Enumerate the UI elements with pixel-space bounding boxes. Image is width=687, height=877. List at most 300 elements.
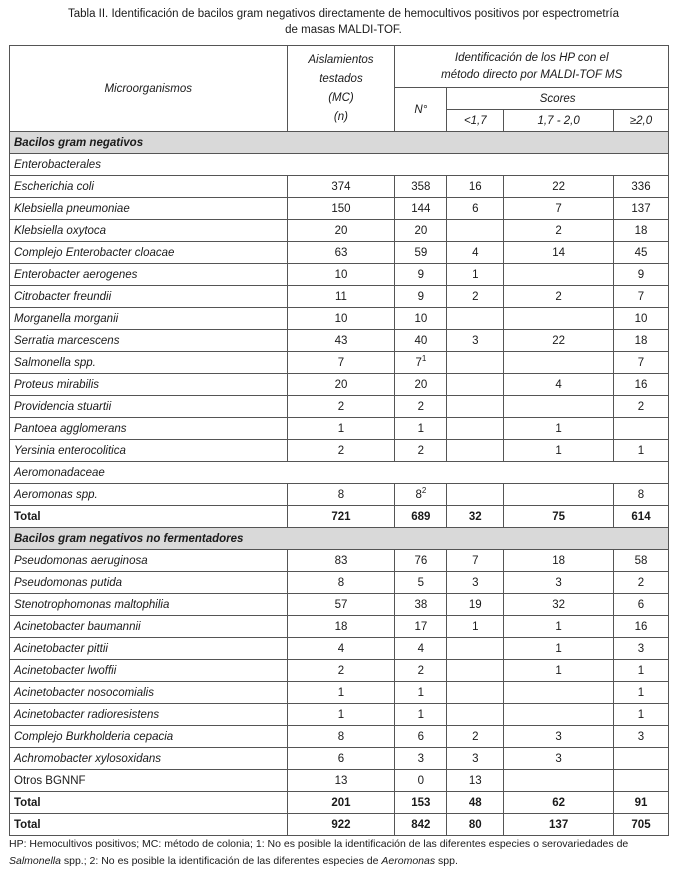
organism-name: Citrobacter freundii	[10, 286, 288, 308]
organism-name: Stenotrophomonas maltophilia	[10, 594, 288, 616]
isolates-tested	[287, 264, 395, 286]
group-header	[10, 154, 669, 176]
table-row	[10, 374, 669, 396]
score-low-value: 3	[472, 576, 479, 589]
identified-count	[395, 242, 447, 264]
score-low	[447, 220, 504, 242]
isolates-tested	[287, 594, 395, 616]
score-low	[447, 726, 504, 748]
score-low	[447, 286, 504, 308]
score-high-value: 18	[634, 334, 648, 347]
total-row	[10, 792, 669, 814]
identified-count-value: 689	[411, 510, 431, 523]
organism-name: Acinetobacter baumannii	[10, 616, 288, 638]
score-low	[447, 418, 504, 440]
identified-count	[395, 682, 447, 704]
score-low	[447, 198, 504, 220]
identified-count	[395, 330, 447, 352]
identified-count	[395, 726, 447, 748]
section-header-label: Bacilos gram negativos	[10, 132, 669, 154]
score-mid	[504, 264, 614, 286]
identified-count-value: 7	[415, 356, 422, 369]
score-mid	[504, 330, 614, 352]
score-mid	[504, 506, 614, 528]
organism-name: Klebsiella pneumoniae	[10, 198, 288, 220]
score-high	[614, 638, 669, 660]
header-score-high: ≥2,0	[614, 110, 669, 132]
table-row	[10, 484, 669, 506]
score-low-value: 7	[472, 554, 479, 567]
score-high-value: 705	[631, 818, 651, 831]
isolates-tested	[287, 440, 395, 462]
isolates-tested	[287, 484, 395, 506]
isolates-tested-value: 83	[334, 554, 348, 567]
identified-count	[395, 396, 447, 418]
score-high	[614, 792, 669, 814]
identified-count-value: 5	[417, 576, 425, 589]
score-high	[614, 308, 669, 330]
identified-count-value: 2	[417, 400, 425, 413]
table-row	[10, 638, 669, 660]
score-low-value: 1	[472, 620, 479, 633]
organism-name: Acinetobacter lwoffii	[10, 660, 288, 682]
isolates-tested-value: 1	[337, 422, 345, 435]
score-mid	[504, 220, 614, 242]
organism-name: Klebsiella oxytoca	[10, 220, 288, 242]
organism-name: Salmonella spp.	[10, 352, 288, 374]
identified-count	[395, 638, 447, 660]
score-mid	[504, 770, 614, 792]
identified-count	[395, 484, 447, 506]
table-row	[10, 352, 669, 374]
organism-name: Pseudomonas putida	[10, 572, 288, 594]
isolates-tested-value: 201	[331, 796, 351, 809]
isolates-tested-value: 1	[337, 686, 345, 699]
score-mid-value: 3	[555, 752, 562, 765]
header-aislamientos-line: testados	[319, 72, 363, 85]
organism-name: Escherichia coli	[10, 176, 288, 198]
score-mid	[504, 396, 614, 418]
score-mid-value: 1	[555, 620, 562, 633]
header-aislamientos-line: (n)	[333, 110, 348, 123]
organism-name: Complejo Burkholderia cepacia	[10, 726, 288, 748]
score-high-value: 18	[634, 224, 648, 237]
isolates-tested-value: 374	[331, 180, 351, 193]
isolates-tested-value: 2	[337, 400, 345, 413]
score-mid-value: 18	[552, 554, 566, 567]
score-high-value: 7	[637, 356, 645, 369]
identified-count-value: 144	[411, 202, 431, 215]
score-high	[614, 748, 669, 770]
score-low	[447, 506, 504, 528]
table-row	[10, 594, 669, 616]
header-aislamientos-line: Aislamientos	[308, 53, 374, 66]
isolates-tested-value: 63	[334, 246, 348, 259]
table-row	[10, 330, 669, 352]
score-mid-value: 2	[555, 290, 562, 303]
isolates-tested	[287, 814, 395, 836]
identified-count-value: 2	[417, 444, 425, 457]
footnote-italic: Aeromonas	[381, 855, 436, 867]
score-high-value: 2	[637, 576, 645, 589]
score-mid	[504, 748, 614, 770]
isolates-tested-value: 150	[331, 202, 351, 215]
organism-name: Aeromonas spp.	[10, 484, 288, 506]
score-high-value: 1	[637, 664, 645, 677]
identified-count	[395, 374, 447, 396]
score-low	[447, 242, 504, 264]
organism-name: Total	[10, 814, 288, 836]
score-low	[447, 550, 504, 572]
score-mid	[504, 572, 614, 594]
score-low-value: 1	[472, 268, 479, 281]
score-high	[614, 550, 669, 572]
score-high-value: 45	[634, 246, 648, 259]
score-high	[614, 374, 669, 396]
header-aislamientos	[287, 46, 395, 132]
organism-name: Total	[10, 792, 288, 814]
identified-count-value: 1	[417, 422, 425, 435]
score-high-value: 1	[637, 444, 645, 457]
organism-name: Morganella morganii	[10, 308, 288, 330]
score-mid	[504, 176, 614, 198]
isolates-tested	[287, 638, 395, 660]
organism-name: Acinetobacter pittii	[10, 638, 288, 660]
isolates-tested	[287, 770, 395, 792]
organism-name: Serratia marcescens	[10, 330, 288, 352]
identified-count-value: 59	[414, 246, 428, 259]
score-high	[614, 264, 669, 286]
identified-count	[395, 660, 447, 682]
score-low	[447, 330, 504, 352]
isolates-tested-value: 721	[331, 510, 351, 523]
isolates-tested	[287, 374, 395, 396]
score-low	[447, 814, 504, 836]
identified-count	[395, 308, 447, 330]
score-low-value: 6	[472, 202, 479, 215]
score-mid	[504, 286, 614, 308]
score-high	[614, 176, 669, 198]
identified-count	[395, 506, 447, 528]
organism-name: Total	[10, 506, 288, 528]
organism-name: Otros BGNNF	[10, 770, 288, 792]
organism-name: Proteus mirabilis	[10, 374, 288, 396]
score-low-value: 4	[472, 246, 479, 259]
identified-count-value: 153	[411, 796, 431, 809]
score-low	[447, 484, 504, 506]
footnote-text: spp.	[435, 855, 458, 867]
score-high	[614, 220, 669, 242]
identified-count	[395, 176, 447, 198]
isolates-tested	[287, 550, 395, 572]
score-low	[447, 308, 504, 330]
table-body	[10, 132, 669, 836]
identified-count-value: 10	[414, 312, 428, 325]
section-header-label: Bacilos gram negativos no fermentadores	[10, 528, 669, 550]
score-low	[447, 682, 504, 704]
score-high-value: 6	[637, 598, 645, 611]
organism-name: Acinetobacter radioresistens	[10, 704, 288, 726]
identified-count	[395, 748, 447, 770]
score-low	[447, 594, 504, 616]
score-low	[447, 440, 504, 462]
table-row	[10, 242, 669, 264]
identified-count-value: 6	[417, 730, 425, 743]
isolates-tested	[287, 242, 395, 264]
isolates-tested	[287, 286, 395, 308]
score-low	[447, 264, 504, 286]
identified-count	[395, 264, 447, 286]
score-mid	[504, 638, 614, 660]
header-microorganismos: Microorganismos	[10, 46, 288, 132]
score-low	[447, 660, 504, 682]
isolates-tested-value: 2	[337, 444, 345, 457]
table-row	[10, 396, 669, 418]
score-mid	[504, 726, 614, 748]
score-low-value: 16	[468, 180, 482, 193]
score-high	[614, 660, 669, 682]
score-low	[447, 616, 504, 638]
score-mid-value: 2	[555, 224, 562, 237]
score-high	[614, 418, 669, 440]
footnote-text: HP: Hemocultivos positivos; MC: método de colonia; 1: No es posible la identificación de las diferentes especies o serovariedades de	[9, 838, 629, 850]
score-mid	[504, 352, 614, 374]
score-mid-value: 4	[555, 378, 562, 391]
table-row	[10, 726, 669, 748]
isolates-tested-value: 43	[334, 334, 348, 347]
group-header	[10, 462, 669, 484]
isolates-tested-value: 10	[334, 268, 348, 281]
organism-name: Pseudomonas aeruginosa	[10, 550, 288, 572]
score-high	[614, 682, 669, 704]
identified-count-value: 17	[414, 620, 428, 633]
isolates-tested	[287, 308, 395, 330]
score-mid	[504, 594, 614, 616]
score-low	[447, 352, 504, 374]
score-low	[447, 176, 504, 198]
isolates-tested	[287, 572, 395, 594]
score-mid	[504, 418, 614, 440]
score-mid	[504, 814, 614, 836]
score-high	[614, 770, 669, 792]
identified-count-value: 40	[414, 334, 428, 347]
score-mid-value: 7	[555, 202, 562, 215]
score-high-value: 2	[637, 400, 645, 413]
identified-count-value: 1	[417, 708, 425, 721]
score-mid-value: 1	[555, 642, 562, 655]
footnote-text: spp.; 2: No es posible la identificación de las diferentes especies de	[60, 855, 382, 867]
identified-count	[395, 814, 447, 836]
organism-name: Pantoea agglomerans	[10, 418, 288, 440]
table-header	[10, 46, 669, 132]
score-mid	[504, 308, 614, 330]
score-low	[447, 374, 504, 396]
score-high	[614, 572, 669, 594]
isolates-tested	[287, 220, 395, 242]
score-low-value: 13	[468, 774, 482, 787]
identified-count	[395, 616, 447, 638]
header-identificacion	[395, 46, 669, 88]
score-mid	[504, 198, 614, 220]
identified-count-value: 20	[414, 224, 428, 237]
score-mid-value: 62	[552, 796, 566, 809]
identified-count-value: 9	[417, 268, 425, 281]
table-row	[10, 682, 669, 704]
table-row	[10, 572, 669, 594]
score-low-value: 19	[468, 598, 482, 611]
footnote-marker: 1	[421, 353, 427, 363]
footnote-italic: Salmonella	[9, 855, 61, 867]
score-high	[614, 242, 669, 264]
score-low	[447, 396, 504, 418]
table-row	[10, 660, 669, 682]
footnote	[9, 836, 681, 870]
isolates-tested	[287, 418, 395, 440]
score-high-value: 58	[634, 554, 648, 567]
isolates-tested	[287, 396, 395, 418]
header-identificacion-line: Identificación de los HP con el	[454, 51, 609, 64]
isolates-tested-value: 57	[334, 598, 348, 611]
isolates-tested-value: 18	[334, 620, 348, 633]
score-mid-value: 1	[555, 422, 562, 435]
score-high-value: 336	[631, 180, 651, 193]
identified-count	[395, 594, 447, 616]
score-high	[614, 704, 669, 726]
caption-line-1: Tabla II. Identificación de bacilos gram negativos directamente de hemocultivos positivos por espectrometría	[67, 8, 619, 20]
score-mid	[504, 682, 614, 704]
table-caption	[0, 6, 687, 38]
isolates-tested	[287, 198, 395, 220]
score-high	[614, 396, 669, 418]
identified-count-value: 38	[414, 598, 428, 611]
header-scores: Scores	[447, 88, 669, 110]
table-row	[10, 550, 669, 572]
score-high-value: 1	[637, 686, 645, 699]
isolates-tested	[287, 660, 395, 682]
score-high-value: 7	[637, 290, 645, 303]
identified-count	[395, 770, 447, 792]
score-low-value: 3	[472, 334, 479, 347]
score-mid-value: 14	[552, 246, 566, 259]
score-high-value: 16	[634, 378, 648, 391]
table-row	[10, 308, 669, 330]
identified-count-value: 358	[411, 180, 431, 193]
isolates-tested-value: 1	[337, 708, 345, 721]
score-low	[447, 748, 504, 770]
score-high-value: 10	[634, 312, 648, 325]
isolates-tested	[287, 682, 395, 704]
isolates-tested-value: 13	[334, 774, 348, 787]
score-high	[614, 198, 669, 220]
table-row	[10, 770, 669, 792]
identified-count	[395, 220, 447, 242]
identified-count-value: 8	[415, 488, 422, 501]
score-high	[614, 506, 669, 528]
table-row	[10, 220, 669, 242]
score-high-value: 614	[631, 510, 651, 523]
isolates-tested	[287, 792, 395, 814]
score-high	[614, 440, 669, 462]
caption-line-2: de masas MALDI-TOF.	[285, 24, 402, 36]
isolates-tested	[287, 506, 395, 528]
score-low-value: 2	[472, 730, 479, 743]
score-mid-value: 137	[549, 818, 569, 831]
score-low	[447, 792, 504, 814]
organism-name: Achromobacter xylosoxidans	[10, 748, 288, 770]
identified-count	[395, 550, 447, 572]
score-high-value: 16	[634, 620, 648, 633]
table-row	[10, 286, 669, 308]
isolates-tested	[287, 176, 395, 198]
header-n: N°	[395, 88, 447, 132]
isolates-tested	[287, 352, 395, 374]
score-low-value: 3	[472, 752, 479, 765]
score-high-value: 3	[637, 642, 645, 655]
table-row	[10, 176, 669, 198]
identified-count	[395, 440, 447, 462]
score-mid	[504, 660, 614, 682]
score-mid-value: 3	[555, 730, 562, 743]
score-mid-value: 1	[555, 444, 562, 457]
footnote-marker: 2	[421, 485, 427, 495]
score-mid	[504, 374, 614, 396]
identified-count-value: 4	[417, 642, 425, 655]
score-low-value: 80	[468, 818, 482, 831]
score-mid	[504, 440, 614, 462]
section-header	[10, 528, 669, 550]
score-high	[614, 484, 669, 506]
organism-name: Yersinia enterocolitica	[10, 440, 288, 462]
identified-count-value: 9	[417, 290, 425, 303]
identified-count-value: 2	[417, 664, 425, 677]
score-high	[614, 594, 669, 616]
table-row	[10, 440, 669, 462]
score-low-value: 48	[468, 796, 482, 809]
score-high	[614, 330, 669, 352]
table-row	[10, 418, 669, 440]
organism-name: Acinetobacter nosocomialis	[10, 682, 288, 704]
header-score-low: <1,7	[447, 110, 504, 132]
isolates-tested-value: 20	[334, 378, 348, 391]
isolates-tested	[287, 616, 395, 638]
header-aislamientos-line: (MC)	[328, 91, 354, 104]
header-identificacion-line: método directo por MALDI-TOF MS	[441, 68, 623, 81]
identified-count-value: 76	[414, 554, 428, 567]
isolates-tested-value: 7	[337, 356, 345, 369]
score-mid-value: 32	[552, 598, 566, 611]
score-mid-value: 22	[552, 334, 566, 347]
isolates-tested-value: 20	[334, 224, 348, 237]
score-high	[614, 286, 669, 308]
score-mid	[504, 484, 614, 506]
score-high-value: 8	[637, 488, 645, 501]
identified-count	[395, 286, 447, 308]
score-mid-value: 3	[555, 576, 562, 589]
score-mid-value: 1	[555, 664, 562, 677]
group-header-label: Aeromonadaceae	[10, 462, 669, 484]
isolates-tested	[287, 330, 395, 352]
score-high-value: 1	[637, 708, 645, 721]
isolates-tested-value: 8	[337, 576, 345, 589]
score-high	[614, 616, 669, 638]
identified-count-value: 0	[417, 774, 425, 787]
group-header-label: Enterobacterales	[10, 154, 669, 176]
isolates-tested-value: 6	[337, 752, 345, 765]
isolates-tested-value: 8	[337, 730, 345, 743]
table-row	[10, 748, 669, 770]
score-low-value: 32	[468, 510, 482, 523]
isolates-tested-value: 4	[337, 642, 345, 655]
